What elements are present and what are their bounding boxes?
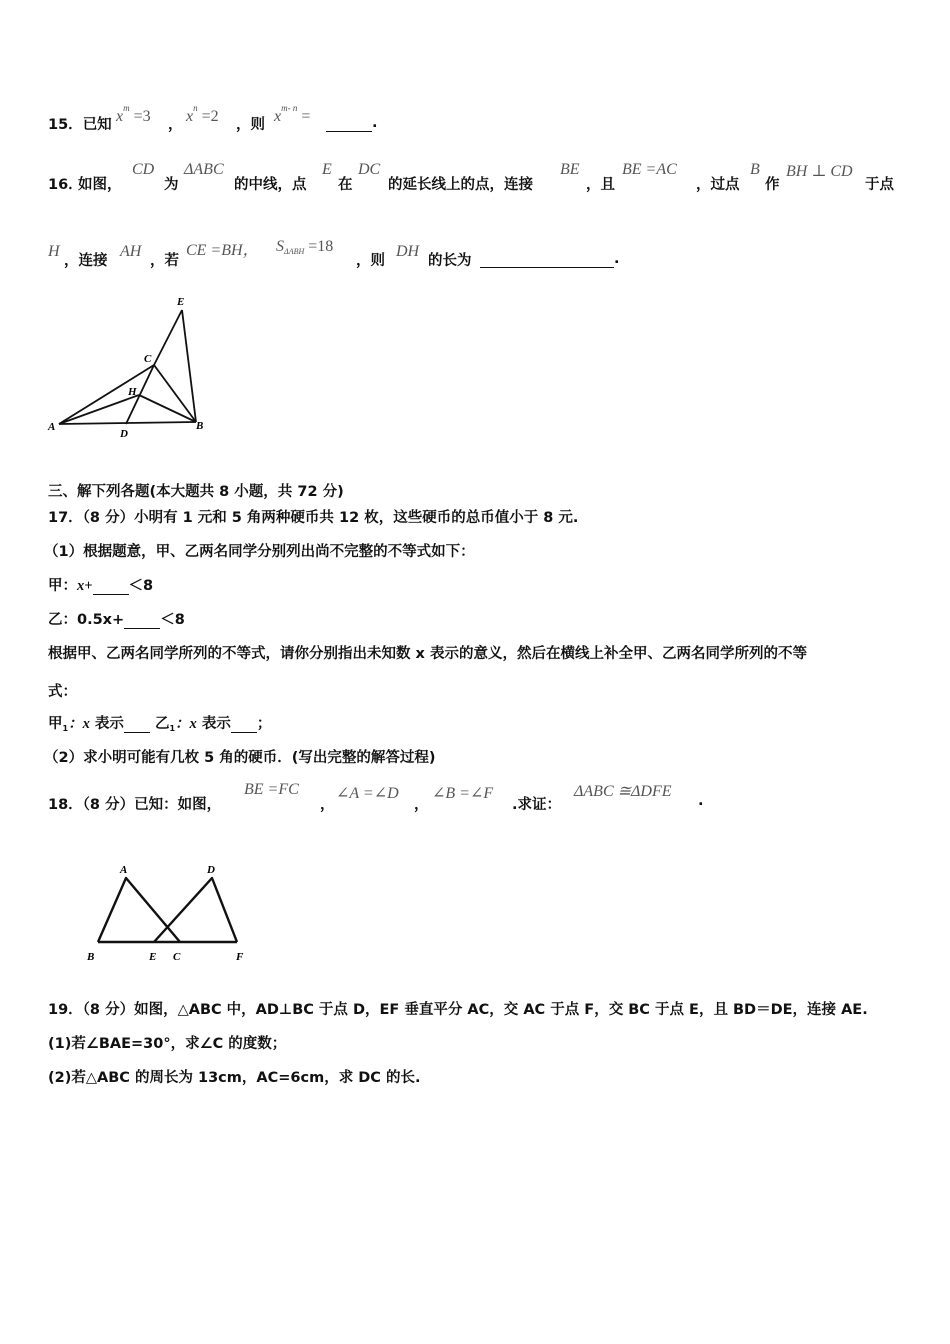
q18-label-d: D (207, 864, 215, 876)
q16-label-h: H (128, 386, 137, 398)
q16-figure (44, 292, 224, 442)
q17-meaning-line: 甲$_1$：x 表示 乙$_1$：x 表示 ； (48, 716, 272, 733)
q15-formula-3: $x^{m- n}$ = (274, 103, 311, 125)
q15-formula-2: $x^n =2$ (186, 103, 219, 125)
question-16-line-2: H ，连接 AH ，若 CE =BH， $S_{\Delta ABH} =18$ ，则 DH 的长为 . (48, 238, 620, 269)
q15-number: 15． (48, 117, 83, 133)
q18-label-a: A (120, 864, 128, 876)
q19-part-1: (1)若∠BAE=30°，求∠C 的度数； (48, 1036, 287, 1052)
q17-paragraph-cont: 式： (48, 684, 77, 700)
q17-jia-blank[interactable] (93, 578, 129, 595)
q18-label-c: C (173, 951, 181, 963)
q17-yi-meaning-blank[interactable] (231, 716, 257, 733)
q17-part-1: （1）根据题意，甲、乙两名同学分别列出尚不完整的不等式如下： (44, 544, 475, 560)
q16-label-b: B (196, 420, 204, 432)
q15-formula-1: $x^m =3$ (116, 103, 151, 125)
q18-label-f: F (236, 951, 244, 963)
q16-answer-blank[interactable]: . (480, 249, 620, 268)
q17-yi-inequality: 乙：0.5x+ ＜8 (48, 612, 185, 628)
section-3-heading: 三、解下列各题(本大题共 8 小题，共 72 分) (48, 484, 344, 500)
q19-part-2: (2)若△ABC 的周长为 13cm，AC=6cm，求 DC 的长. (48, 1070, 421, 1086)
q17-jia-inequality: 甲：x+ ＜8 (48, 578, 154, 594)
q15-answer-blank[interactable]: . (326, 113, 378, 132)
q18-figure (84, 858, 254, 968)
q16-label-a: A (48, 421, 56, 433)
question-18: 18．（8 分）已知：如图， BE =FC ， ∠A =∠D ， ∠B =∠F .求证： ΔABC ≅ΔDFE . (48, 781, 704, 813)
q17-yi-blank[interactable] (124, 612, 160, 629)
q16-label-e: E (177, 296, 185, 308)
q16-number: 16． (48, 177, 83, 193)
q17-line-1: 17．（8 分）小明有 1 元和 5 角两种硬币共 12 枚，这些硬币的总币值小于 8 元. (48, 510, 579, 526)
q16-label-c: C (144, 353, 152, 365)
q17-part-2: （2）求小明可能有几枚 5 角的硬币．(写出完整的解答过程) (44, 750, 436, 766)
question-15: 15．已知 $x^m =3$ ， $x^n =2$ ，则 $x^{m- n}$ = . (48, 103, 378, 133)
question-16-line-1: 16． 如图， CD 为 ΔABC 的中线，点 E 在 DC 的延长线上的点，连接 BE ，且 BE =AC ，过点 B 作 BH ⊥ CD 于点 (48, 161, 894, 193)
q15-text: 已知 (82, 117, 112, 133)
q17-paragraph: 根据甲、乙两名同学所列的不等式，请你分别指出未知数 x 表示的意义，然后在横线上补全甲、乙两名同学所列的不等 (48, 646, 807, 662)
q17-jia-meaning-blank[interactable] (124, 716, 150, 733)
q18-label-e: E (149, 951, 157, 963)
q16-label-d: D (120, 428, 128, 440)
q18-label-b: B (87, 951, 95, 963)
q19-line-1: 19．（8 分）如图，△ABC 中，AD⊥BC 于点 D，EF 垂直平分 AC，交 AC 于点 F，交 BC 于点 E，且 BD＝DE，连接 AE. (48, 1002, 868, 1018)
